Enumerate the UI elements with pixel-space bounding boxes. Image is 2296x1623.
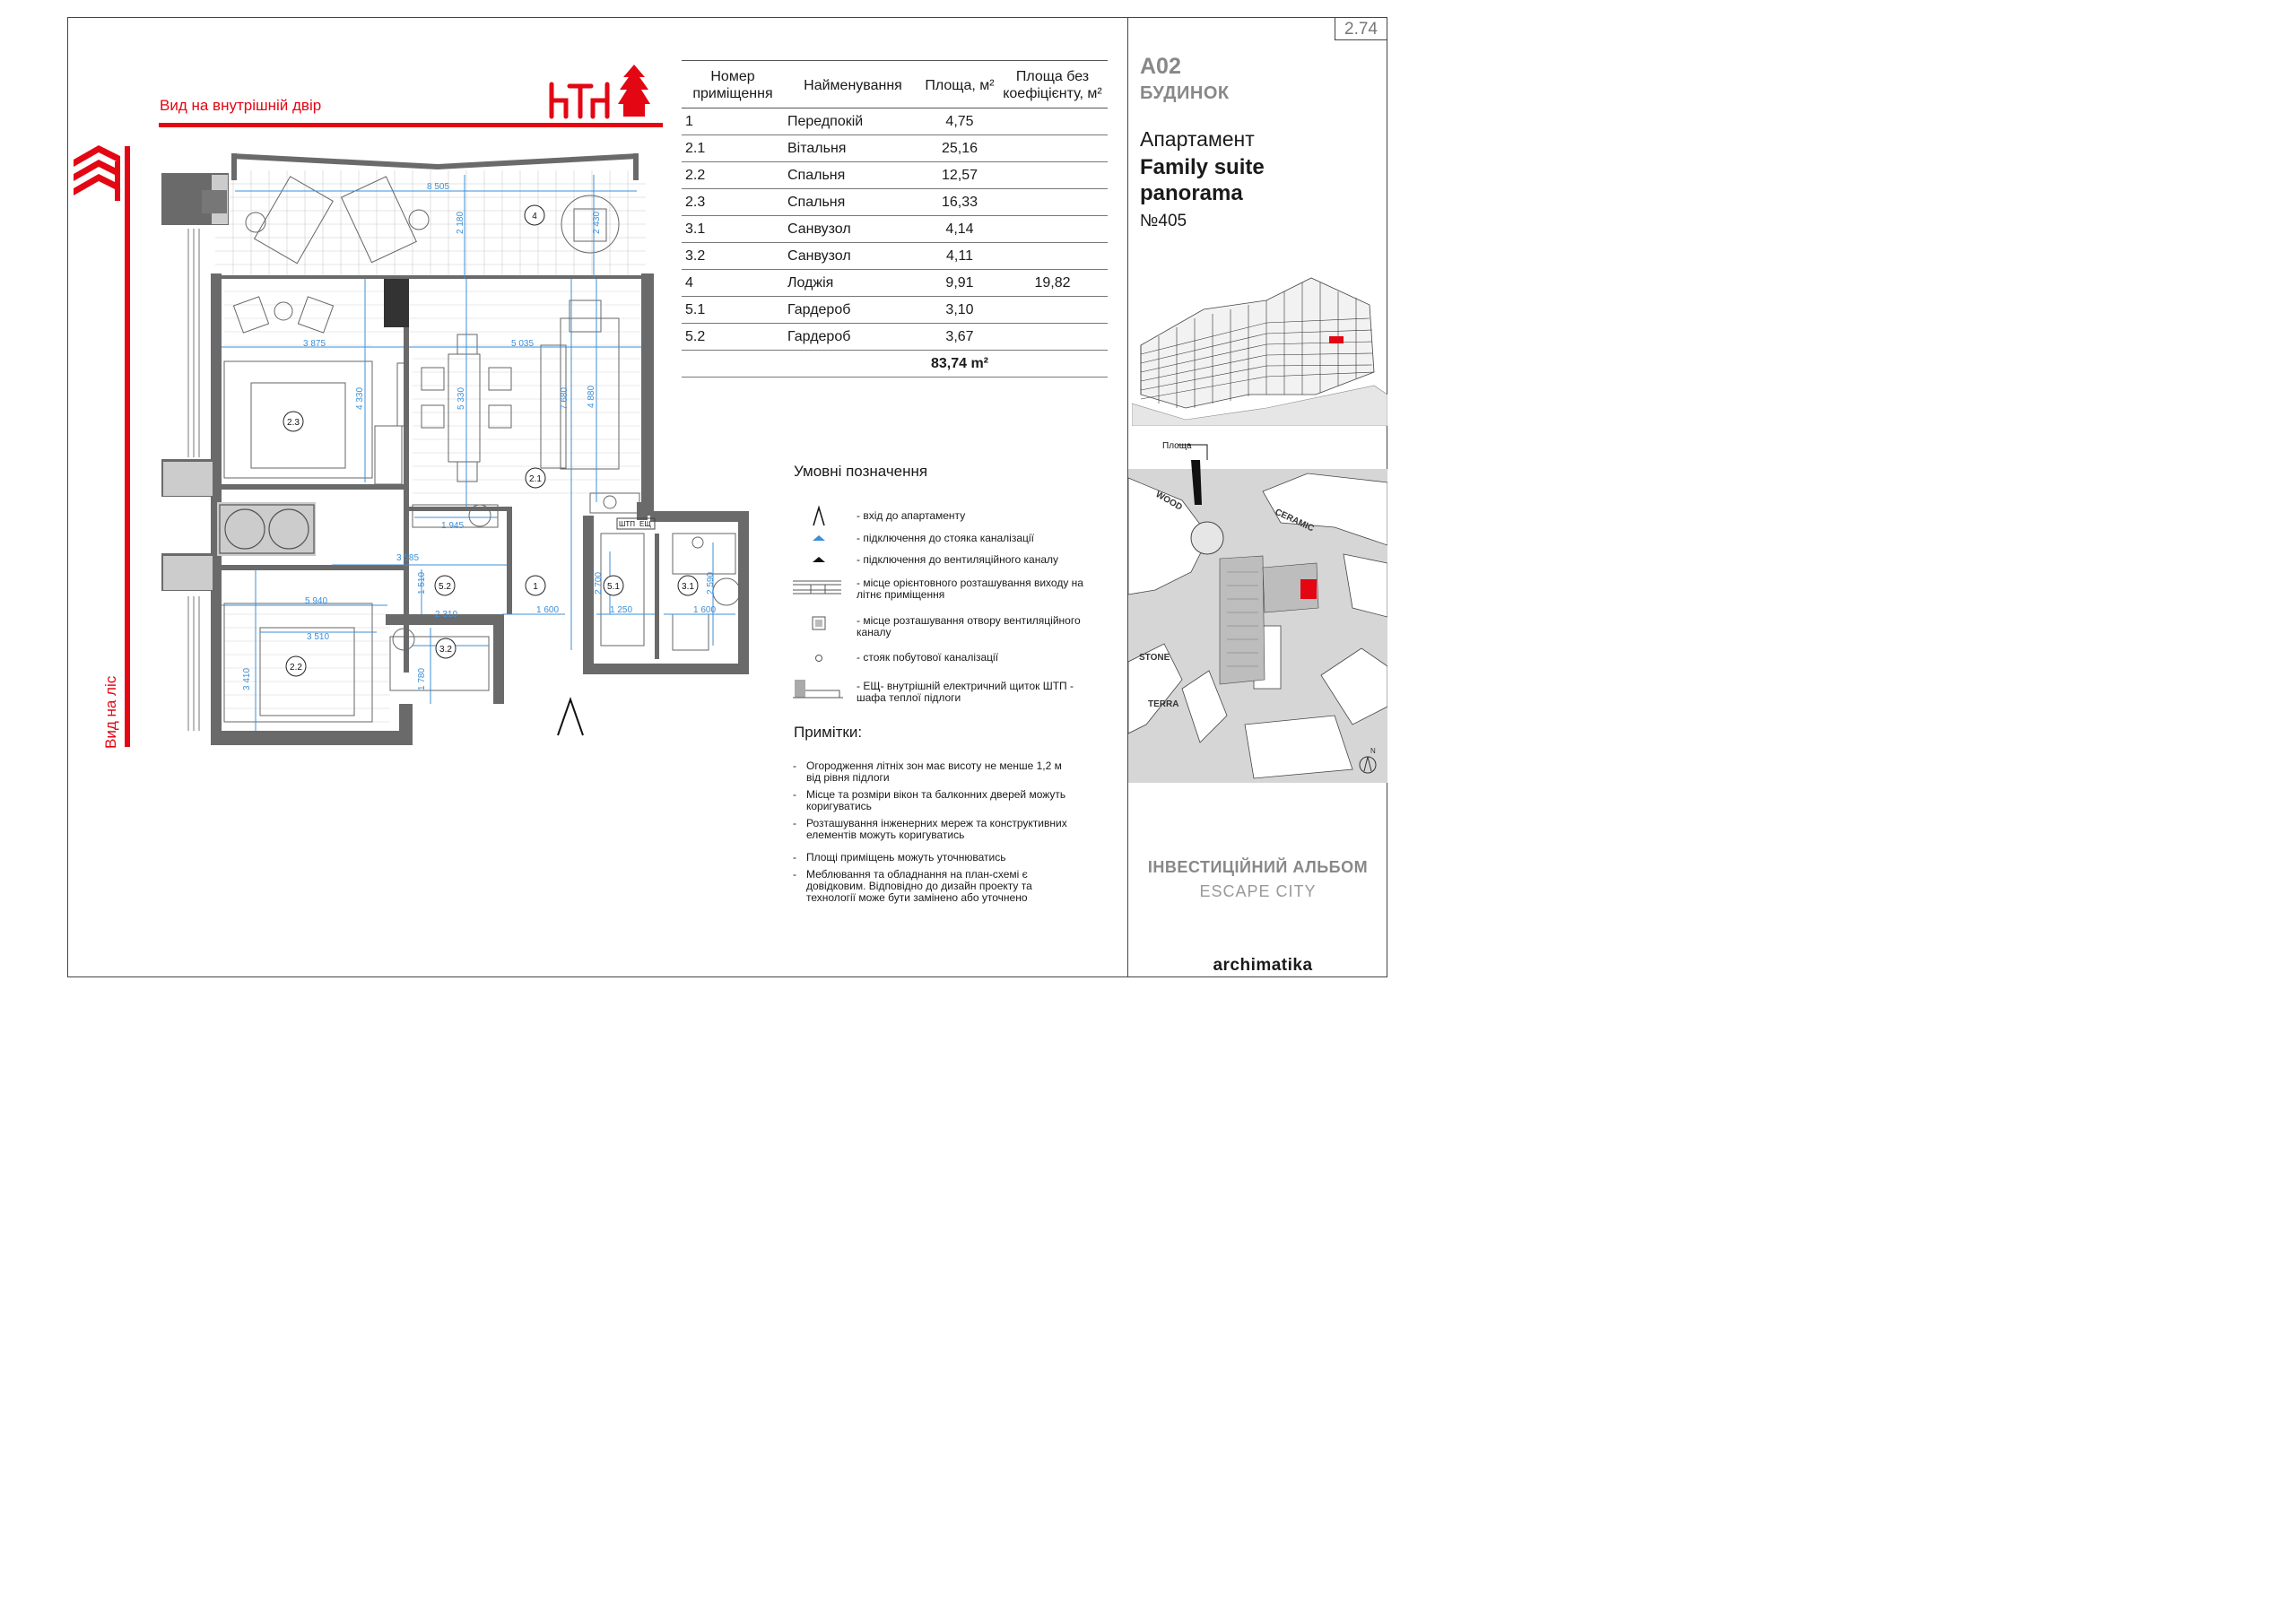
vent-opening-icon — [789, 612, 845, 637]
map-label-square: Площа — [1162, 441, 1192, 451]
apartment-type: Апартамент — [1140, 127, 1255, 151]
room-label: 5.2 — [439, 582, 451, 592]
view-forest-label: Вид на ліс — [102, 675, 119, 749]
building-code: A02 — [1140, 54, 1181, 79]
forest-icon — [72, 143, 124, 203]
page-number: 2.74 — [1335, 17, 1387, 40]
room-label: 4 — [532, 212, 537, 221]
table-row: 2.1 Вітальня 25,16 — [682, 135, 1108, 162]
map-label-ceramic: CERAMIC — [1273, 507, 1316, 534]
room-label: 2.2 — [290, 663, 302, 673]
header-room-number: Номер приміщення — [682, 61, 784, 108]
header-room-name: Найменування — [784, 61, 922, 108]
legend-title: Умовні позначення — [794, 463, 928, 480]
dim-label: 2 310 — [435, 610, 458, 620]
table-row: 5.1 Гардероб 3,10 — [682, 297, 1108, 324]
dim-label: 1 945 — [441, 521, 465, 531]
building-illustration — [1132, 260, 1387, 426]
total-area: 83,74 m² — [922, 351, 997, 378]
room-label: 2.3 — [287, 418, 300, 428]
table-row: 4 Лоджія 9,91 19,82 — [682, 270, 1108, 297]
view-courtyard-label: Вид на внутрішній двір — [160, 97, 322, 114]
dim-label: 8 505 — [427, 182, 450, 192]
dim-label: 7 680 — [560, 386, 570, 410]
map-label-terra: TERRA — [1148, 699, 1179, 709]
dim-label: 2 180 — [456, 211, 465, 234]
panel-label-shtp: ШТП — [619, 520, 635, 528]
dim-label: 4 880 — [587, 385, 596, 408]
dim-label: 5 035 — [511, 339, 535, 349]
archimatika-logo: archimatika — [1213, 956, 1313, 975]
room-label: 2.1 — [529, 474, 542, 484]
dim-label: 3 510 — [307, 632, 330, 642]
floor-plan — [152, 148, 758, 749]
notes-title: Примітки: — [794, 724, 863, 741]
map-label-north: N — [1370, 747, 1376, 755]
building-label: БУДИНОК — [1140, 83, 1230, 103]
table-row: 5.2 Гардероб 3,67 — [682, 324, 1108, 351]
apartment-number: №405 — [1140, 212, 1187, 230]
dim-label: 1 780 — [417, 667, 427, 690]
panel-label-eshch: ЕЩ — [639, 520, 651, 528]
dim-label: 3 875 — [303, 339, 326, 349]
dim-label: 2 700 — [594, 571, 604, 595]
room-label: 3.2 — [439, 645, 452, 655]
dim-label: 1 510 — [417, 571, 427, 595]
site-map — [1128, 438, 1387, 783]
courtyard-icon — [544, 63, 650, 122]
room-label: 5.1 — [607, 582, 620, 592]
map-label-stone: STONE — [1139, 653, 1170, 663]
map-label-wood: WOOD — [1153, 490, 1184, 513]
apartment-name: Family suite panorama — [1140, 155, 1265, 205]
electric-panel-icon — [789, 674, 845, 699]
summer-exit-icon — [789, 574, 845, 599]
dim-label: 2 430 — [592, 211, 602, 234]
dim-label: 1 250 — [610, 605, 633, 615]
map-label-hotel: Готель"KASIMIR" — [1248, 736, 1314, 751]
room-label: 1 — [533, 582, 538, 592]
table-row: 2.3 Спальня 16,33 — [682, 189, 1108, 216]
header-area-raw: Площа без коефіцієнту, м² — [997, 61, 1108, 108]
dim-label: 3 410 — [242, 667, 252, 690]
table-total-row — [682, 351, 1108, 378]
view-courtyard-line — [159, 123, 663, 127]
table-row: 3.1 Санвузол 4,14 — [682, 216, 1108, 243]
ventilation-connection-icon — [789, 547, 845, 572]
table-row: 1 Передпокій 4,75 — [682, 108, 1108, 135]
dim-label: 1 600 — [693, 605, 717, 615]
dim-label: 5 330 — [457, 386, 466, 410]
dim-label: 3 585 — [396, 553, 420, 563]
room-label: 3.1 — [682, 582, 694, 592]
project-name: ESCAPE CITY — [1199, 882, 1317, 900]
entrance-icon — [558, 699, 583, 735]
room-area-table — [682, 60, 1108, 378]
dim-label: 1 600 — [536, 605, 560, 615]
dim-label: 5 940 — [305, 596, 328, 606]
header-area: Площа, м² — [922, 61, 997, 108]
table-row: 3.2 Санвузол 4,11 — [682, 243, 1108, 270]
sewer-riser-icon — [789, 646, 845, 671]
table-row: 2.2 Спальня 12,57 — [682, 162, 1108, 189]
dim-label: 4 330 — [355, 386, 365, 410]
dim-label: 2 590 — [706, 571, 716, 595]
view-forest-line — [125, 146, 130, 747]
album-title: ІНВЕСТИЦІЙНИЙ АЛЬБОМ — [1147, 858, 1369, 876]
